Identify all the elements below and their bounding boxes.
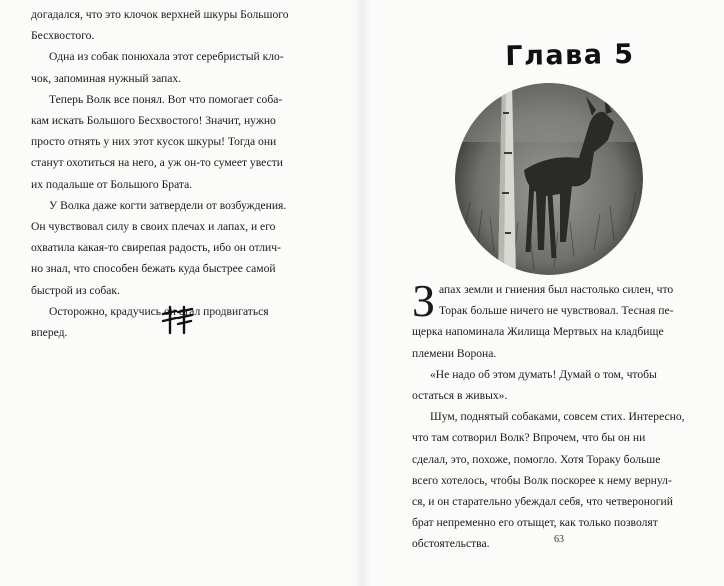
rune-ornament-icon — [160, 304, 196, 336]
paragraph: «Не надо об этом думать! Думай о том, чтобы остаться в живых». — [412, 367, 657, 403]
paragraph: Одна из собак понюхала этот серебристый кло- чок, запоминая нужный запах. — [31, 50, 284, 85]
paragraph: З апах земли и гниения был настолько силен, что Торак больше ничего не чувствовал. Тесная пе- щерка напоминала Жилища Мертвых на кладбище племени Ворона. — [412, 275, 674, 360]
right-page-text — [412, 275, 708, 555]
drop-cap: З — [412, 275, 436, 326]
elk-calf-illustration — [454, 82, 644, 277]
paragraph: догадался, что это клочок верхней шкуры Большого Бесхвостого. — [31, 8, 289, 43]
page-number: 63 — [554, 534, 564, 545]
paragraph: У Волка даже когти затвердели от возбуждения. Он чувствовал силу в своих плечах и лапах, и его охватила какая-то свирепая радость, ибо он отлич- но знал, что способен бежать куда быстрее самой быстрой из собак. — [31, 198, 287, 297]
paragraph: Шум, поднятый собаками, совсем стих. Интересно, что там сотворил Волк? Впрочем, что бы он ни сделал, это, похоже, помогло. Хотя Тораку больше всего хотелось, чтобы Волк поскорее к нему вернул- ся, и он старательно убеждал себя, что четвероногий брат непременно его отыщет, как только позволят обстоятельства. — [412, 410, 685, 551]
right-page — [362, 0, 724, 586]
paragraph: Осторожно, крадучись он стал продвигаться вперед. — [31, 304, 269, 340]
chapter-title: Глава 5 — [505, 38, 635, 73]
paragraph: Теперь Волк все понял. Вот что помогает соба- кам искать Большого Бесхвостого! Значит, нужно просто отнять у них этот кусок шкуры! Тогда они станут охотиться на него, а уж он-то сумеет увести их подальше от Большого Брата. — [31, 92, 283, 191]
left-page-text — [31, 4, 327, 343]
